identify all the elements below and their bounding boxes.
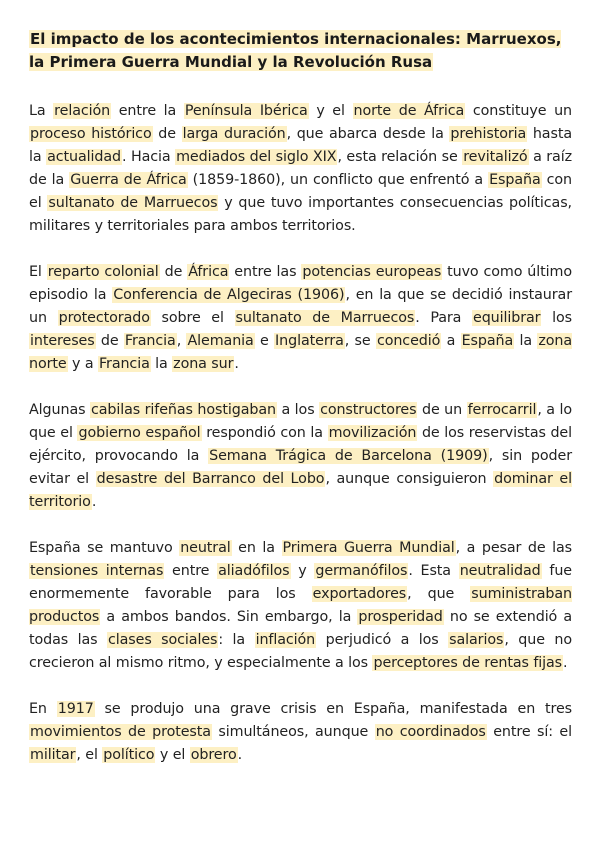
highlighted-text: cabilas rifeñas hostigaban bbox=[90, 402, 276, 418]
highlighted-text: político bbox=[103, 747, 155, 763]
text-segment: entre la bbox=[111, 103, 184, 119]
highlighted-text: exportadores bbox=[312, 586, 407, 602]
highlighted-text: actualidad bbox=[47, 149, 121, 165]
highlighted-text: protectorado bbox=[58, 310, 150, 326]
text-segment: , a pesar de las bbox=[455, 540, 572, 556]
text-segment: . Hacia bbox=[121, 149, 176, 165]
highlighted-text: prosperidad bbox=[358, 609, 443, 625]
text-segment: respondió con la bbox=[201, 425, 328, 441]
highlighted-text: perceptores de rentas fijas bbox=[373, 655, 563, 671]
highlighted-text: equilibrar bbox=[473, 310, 541, 326]
text-segment: , en la que se decidió instaurar un bbox=[29, 287, 572, 326]
highlighted-text: norte de África bbox=[353, 103, 465, 119]
highlighted-text: ferrocarril bbox=[467, 402, 537, 418]
text-segment: tuvo como último episodio la bbox=[29, 264, 572, 303]
paragraph-marruecos-intro bbox=[29, 100, 572, 238]
highlighted-text: Guerra de África bbox=[70, 172, 187, 188]
text-segment: e bbox=[254, 333, 275, 349]
highlighted-text: revitalizó bbox=[463, 149, 528, 165]
highlighted-text: desastre del Barranco del Lobo bbox=[96, 471, 325, 487]
paragraph-primera-guerra-mundial bbox=[29, 537, 572, 675]
text-segment: . bbox=[563, 655, 568, 671]
highlighted-text: Francia bbox=[98, 356, 150, 372]
text-segment: a raíz de la bbox=[29, 149, 572, 188]
text-segment: y que tuvo importantes consecuencias políticas, militares y territoriales para ambos territorios. bbox=[29, 195, 572, 234]
text-segment: : la bbox=[218, 632, 255, 648]
text-segment: de un bbox=[417, 402, 467, 418]
highlighted-text: concedió bbox=[376, 333, 441, 349]
highlighted-text: tensiones internas bbox=[30, 563, 164, 579]
text-segment: , sin poder evitar el bbox=[29, 448, 572, 487]
text-segment: la bbox=[514, 333, 538, 349]
text-segment: entre bbox=[164, 563, 218, 579]
text-segment: Algunas bbox=[29, 402, 90, 418]
highlighted-text: movilización bbox=[328, 425, 417, 441]
text-segment: no se extendió a todas las bbox=[29, 609, 572, 648]
text-segment: . Para bbox=[415, 310, 473, 326]
text-segment: , que bbox=[407, 586, 471, 602]
highlighted-text: 1917 bbox=[57, 701, 94, 717]
highlighted-text: intereses bbox=[30, 333, 95, 349]
text-segment: de bbox=[95, 333, 124, 349]
text-segment: y el bbox=[155, 747, 190, 763]
text-segment: (1859-1860), un conflicto que enfrentó a bbox=[187, 172, 489, 188]
highlighted-text: movimientos de protesta bbox=[30, 724, 211, 740]
highlighted-text: salarios bbox=[449, 632, 504, 648]
highlighted-text: sultanato de Marruecos bbox=[48, 195, 218, 211]
text-segment: hasta la bbox=[29, 126, 572, 165]
text-segment: y el bbox=[308, 103, 353, 119]
highlighted-text: España bbox=[489, 172, 541, 188]
text-segment: perjudicó a los bbox=[316, 632, 449, 648]
text-segment: . Esta bbox=[408, 563, 459, 579]
text-segment: de los reservistas del ejército, provocando la bbox=[29, 425, 572, 464]
text-segment: En bbox=[29, 701, 57, 717]
text-segment: a ambos bandos. Sin embargo, la bbox=[100, 609, 358, 625]
text-segment: , que abarca desde la bbox=[286, 126, 450, 142]
highlighted-text: reparto colonial bbox=[47, 264, 159, 280]
highlighted-text: mediados del siglo XIX bbox=[176, 149, 337, 165]
highlighted-text: Francia bbox=[124, 333, 176, 349]
text-segment: , a lo que el bbox=[29, 402, 572, 441]
text-segment: , bbox=[176, 333, 187, 349]
highlighted-text: constructores bbox=[320, 402, 417, 418]
text-segment: entre sí: el bbox=[486, 724, 572, 740]
text-segment: de bbox=[152, 126, 182, 142]
text-segment: , esta relación se bbox=[337, 149, 463, 165]
highlighted-text: militar bbox=[30, 747, 76, 763]
highlighted-text: Semana Trágica de Barcelona (1909) bbox=[209, 448, 488, 464]
text-segment: , aunque consiguieron bbox=[325, 471, 494, 487]
text-segment: en la bbox=[231, 540, 282, 556]
highlighted-text: germanófilos bbox=[315, 563, 408, 579]
highlighted-text: prehistoria bbox=[450, 126, 527, 142]
text-segment: . bbox=[237, 747, 243, 763]
text-segment: La bbox=[29, 103, 54, 119]
highlighted-text: relación bbox=[54, 103, 111, 119]
highlighted-text: dominar el territorio bbox=[29, 471, 572, 510]
text-segment: los bbox=[541, 310, 572, 326]
text-segment: España se mantuvo bbox=[29, 540, 180, 556]
highlighted-text: Primera Guerra Mundial bbox=[282, 540, 455, 556]
text-segment: . bbox=[91, 494, 97, 510]
text-segment: sobre el bbox=[150, 310, 235, 326]
highlighted-text: proceso histórico bbox=[30, 126, 152, 142]
highlighted-text: neutralidad bbox=[459, 563, 541, 579]
paragraph-reparto-colonial bbox=[29, 261, 572, 376]
text-segment: simultáneos, aunque bbox=[211, 724, 375, 740]
highlighted-text: Inglaterra bbox=[275, 333, 344, 349]
highlighted-text: Conferencia de Algeciras (1906) bbox=[113, 287, 345, 303]
highlighted-text: Península Ibérica bbox=[184, 103, 308, 119]
highlighted-text: zona norte bbox=[29, 333, 572, 372]
text-segment: fue enormemente favorable para los bbox=[29, 563, 572, 602]
text-segment: con el bbox=[29, 172, 572, 211]
highlighted-text: gobierno español bbox=[78, 425, 201, 441]
highlighted-text: inflación bbox=[255, 632, 316, 648]
text-segment: se produjo una grave crisis en España, manifestada en tres bbox=[94, 701, 572, 717]
highlighted-text: suministraban productos bbox=[29, 586, 572, 625]
highlighted-text: obrero bbox=[190, 747, 237, 763]
text-segment: , que no crecieron al mismo ritmo, y especialmente a los bbox=[29, 632, 572, 671]
highlighted-text: aliadófilos bbox=[218, 563, 290, 579]
text-segment: y bbox=[290, 563, 315, 579]
highlighted-text: potencias europeas bbox=[302, 264, 442, 280]
highlighted-text: África bbox=[188, 264, 229, 280]
text-segment: , se bbox=[344, 333, 376, 349]
text-segment: constituye un bbox=[465, 103, 572, 119]
text-segment: entre las bbox=[229, 264, 302, 280]
text-segment: . bbox=[234, 356, 239, 372]
highlighted-text: Alemania bbox=[187, 333, 254, 349]
text-segment: a los bbox=[276, 402, 320, 418]
highlighted-text: neutral bbox=[180, 540, 231, 556]
text-segment: de bbox=[159, 264, 188, 280]
text-segment: la bbox=[150, 356, 173, 372]
text-segment: El bbox=[29, 264, 47, 280]
highlighted-text: España bbox=[461, 333, 514, 349]
paragraph-semana-tragica bbox=[29, 399, 572, 514]
text-segment: y a bbox=[67, 356, 98, 372]
highlighted-text: clases sociales bbox=[107, 632, 218, 648]
highlighted-text: no coordinados bbox=[375, 724, 486, 740]
highlighted-text: El impacto de los acontecimientos internacionales: Marruexos, la Primera Guerra Mundial y la Revolución Rusa bbox=[29, 30, 562, 71]
highlighted-text: sultanato de Marruecos bbox=[235, 310, 415, 326]
paragraph-crisis-1917 bbox=[29, 698, 572, 767]
highlighted-text: zona sur bbox=[173, 356, 234, 372]
highlighted-text: larga duración bbox=[182, 126, 286, 142]
text-segment: , el bbox=[76, 747, 103, 763]
document-title bbox=[29, 28, 572, 74]
text-segment: a bbox=[441, 333, 461, 349]
